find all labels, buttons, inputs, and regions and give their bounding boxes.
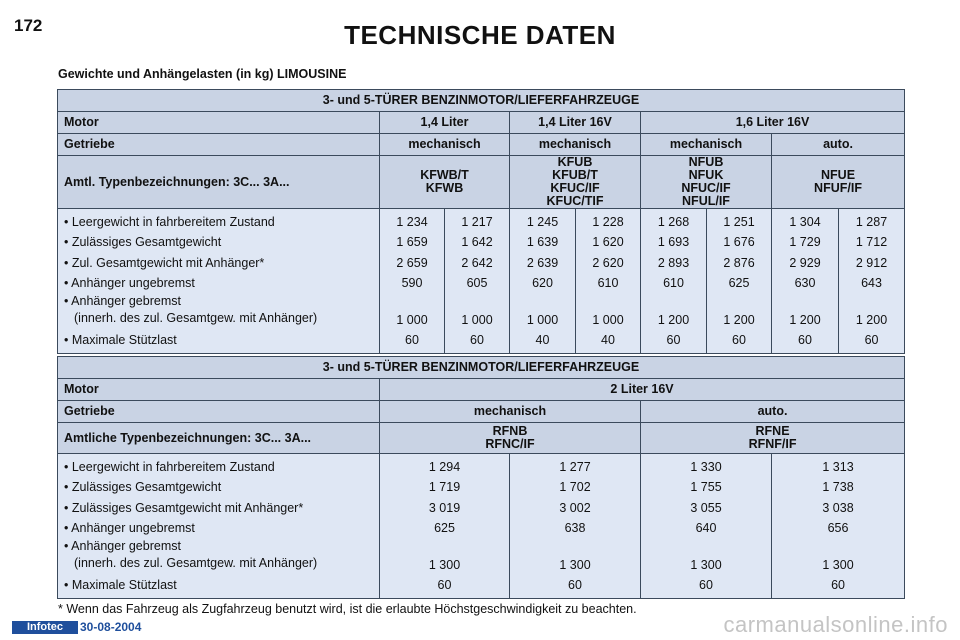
value-cell: 2 620	[592, 255, 624, 270]
value-cell: 1 000	[461, 313, 493, 328]
value-cell: 2 659	[396, 255, 428, 270]
typen-line: NFUL/IF	[682, 194, 730, 208]
row-label-text: • Zulässiges Gesamtgewicht	[64, 480, 222, 495]
value-cell: 1 245	[526, 215, 559, 229]
row-label-text: • Leergewicht in fahrbereitem Zustand	[64, 215, 275, 229]
motor-cell: 1,4 Liter 16V	[510, 112, 641, 134]
row-label-text: • Zulässiges Gesamtgewicht	[64, 235, 222, 250]
section-subtitle: Gewichte und Anhängelasten (in kg) LIMOUSINE	[58, 67, 347, 81]
weights-table-2	[57, 356, 905, 599]
value-cell: 1 300	[822, 558, 854, 573]
row-label	[64, 273, 379, 293]
row-label	[64, 518, 379, 538]
value-column	[510, 454, 641, 599]
value-cell: 640	[695, 520, 717, 535]
row-label	[64, 498, 379, 518]
row-label	[64, 253, 379, 273]
value-cell: 60	[666, 333, 681, 348]
typen-line: RFNF/IF	[748, 437, 797, 451]
typen-line: KFUC/TIF	[546, 194, 604, 208]
row-label-text: • Maximale Stützlast	[64, 333, 177, 348]
value-cell: 1 300	[559, 558, 591, 573]
value-column	[772, 454, 905, 599]
typen-line: KFUC/IF	[550, 181, 600, 195]
table-1-band: 3- und 5-TÜRER BENZINMOTOR/LIEFERFAHRZEUGE	[58, 90, 905, 112]
value-cell: 1 234	[396, 215, 428, 229]
value-column	[839, 209, 905, 354]
value-cell: 1 200	[657, 313, 690, 328]
value-column	[380, 209, 445, 354]
row-label	[64, 212, 379, 232]
row-label	[64, 232, 379, 252]
typen-line: NFUE	[821, 168, 856, 182]
typen-cell	[510, 156, 641, 209]
row-label-text: • Anhänger gebremst	[64, 539, 181, 554]
getriebe-cell: mechanisch	[380, 134, 510, 156]
value-cell: 60	[699, 578, 713, 593]
value-cell: 1 268	[657, 215, 690, 229]
value-cell: 1 676	[723, 235, 755, 250]
value-cell: 1 200	[789, 313, 821, 328]
row-label	[64, 457, 379, 477]
row-label-text: • Maximale Stützlast	[64, 578, 177, 593]
value-cell: 1 693	[657, 235, 690, 250]
getriebe-cell: mechanisch	[380, 401, 641, 423]
infotec-logo: Infotec	[12, 621, 78, 634]
page-number: 172	[14, 16, 43, 35]
getriebe-cell: auto.	[641, 401, 905, 423]
value-cell: 1 620	[592, 235, 624, 250]
typen-cell	[641, 156, 772, 209]
value-cell: 1 000	[592, 313, 624, 328]
value-cell: 2 929	[789, 255, 821, 270]
value-cell: 60	[437, 578, 452, 593]
value-cell: 625	[728, 275, 750, 290]
value-cell: 60	[405, 333, 419, 348]
value-cell: 643	[861, 275, 882, 290]
row-label	[64, 575, 379, 595]
value-column	[772, 209, 839, 354]
typen-line: RFNE	[755, 424, 790, 438]
typen-line: NFUF/IF	[814, 181, 862, 195]
motor-cell: 2 Liter 16V	[380, 379, 905, 401]
value-column	[380, 454, 510, 599]
table-2-band: 3- und 5-TÜRER BENZINMOTOR/LIEFERFAHRZEUGE	[58, 357, 905, 379]
typen-label: Amtliche Typenbezeichnungen: 3C... 3A...	[58, 423, 380, 454]
typen-cell	[380, 423, 641, 454]
motor-label: Motor	[58, 112, 380, 134]
page-title: TECHNISCHE DATEN	[344, 20, 616, 50]
typen-cell	[380, 156, 510, 209]
typen-line: RFNC/IF	[485, 437, 535, 451]
getriebe-label: Getriebe	[58, 134, 380, 156]
value-cell: 3 002	[559, 500, 591, 515]
getriebe-label: Getriebe	[58, 401, 380, 423]
row-label	[64, 477, 379, 497]
typen-line: KFUB	[557, 155, 593, 169]
value-cell: 3 019	[428, 500, 461, 515]
value-cell: 2 639	[526, 255, 559, 270]
value-column	[707, 209, 772, 354]
row-sublabel-text: (innerh. des zul. Gesamtgew. mit Anhänger)	[74, 311, 318, 326]
value-cell: 620	[532, 275, 553, 290]
value-cell: 1 755	[690, 480, 722, 495]
value-cell: 1 000	[526, 313, 559, 328]
getriebe-cell: mechanisch	[641, 134, 772, 156]
value-cell: 2 642	[461, 255, 493, 270]
row-sublabel-text: (innerh. des zul. Gesamtgew. mit Anhänger)	[74, 556, 318, 571]
value-column	[641, 454, 772, 599]
row-labels-column	[58, 454, 380, 599]
value-cell: 1 642	[461, 235, 493, 250]
value-cell: 1 300	[428, 558, 461, 573]
value-cell: 60	[568, 578, 582, 593]
value-cell: 2 876	[723, 255, 755, 270]
value-column	[445, 209, 510, 354]
value-column	[576, 209, 641, 354]
value-cell: 625	[434, 520, 455, 535]
value-cell: 3 055	[690, 500, 722, 515]
value-cell: 40	[601, 333, 615, 348]
value-cell: 1 330	[690, 460, 722, 474]
value-cell: 2 912	[855, 255, 888, 270]
footnote: * Wenn das Fahrzeug als Zugfahrzeug benutzt wird, ist die erlaubte Höchstgeschwindigkeit zu beachten.	[58, 602, 637, 616]
value-cell: 610	[663, 275, 684, 290]
row-label-text: • Zul. Gesamtgewicht mit Anhänger*	[64, 255, 265, 270]
value-cell: 638	[564, 520, 586, 535]
typen-line: RFNB	[492, 424, 528, 438]
motor-label: Motor	[58, 379, 380, 401]
row-label-text: • Zulässiges Gesamtgewicht mit Anhänger*	[64, 500, 304, 515]
typen-cell	[772, 156, 905, 209]
value-cell: 1 294	[428, 460, 461, 474]
value-cell: 656	[827, 520, 849, 535]
value-cell: 1 702	[559, 480, 591, 495]
value-cell: 60	[798, 333, 812, 348]
value-cell: 1 729	[789, 235, 821, 250]
typen-label: Amtl. Typenbezeichnungen: 3C... 3A...	[58, 156, 380, 209]
row-label-text: • Leergewicht in fahrbereitem Zustand	[64, 460, 275, 474]
value-cell: 1 304	[789, 215, 821, 229]
value-cell: 1 712	[855, 235, 888, 250]
value-cell: 1 200	[855, 313, 888, 328]
motor-cell: 1,6 Liter 16V	[641, 112, 905, 134]
value-cell: 60	[864, 333, 879, 348]
value-cell: 40	[535, 333, 550, 348]
value-cell: 1 639	[526, 235, 559, 250]
typen-cell	[641, 423, 905, 454]
row-label	[64, 538, 379, 575]
getriebe-cell: mechanisch	[510, 134, 641, 156]
typen-line: NFUB	[688, 155, 724, 169]
row-label-text: • Anhänger gebremst	[64, 294, 181, 309]
row-label	[64, 293, 379, 330]
value-cell: 1 719	[428, 480, 461, 495]
row-labels-column	[58, 209, 380, 354]
print-date: 30-08-2004	[80, 620, 142, 634]
typen-line: KFWB	[425, 181, 464, 195]
value-cell: 1 659	[396, 235, 428, 250]
watermark: carmanualsonline.info	[723, 612, 948, 637]
weights-table-1	[57, 89, 905, 354]
value-cell: 1 200	[723, 313, 755, 328]
motor-cell: 1,4 Liter	[380, 112, 510, 134]
getriebe-cell: auto.	[772, 134, 905, 156]
value-cell: 1 300	[690, 558, 722, 573]
row-label-text: • Anhänger ungebremst	[64, 520, 195, 535]
value-column	[510, 209, 576, 354]
value-cell: 1 738	[822, 480, 854, 495]
value-cell: 590	[401, 275, 423, 290]
value-cell: 1 000	[396, 313, 428, 328]
row-label	[64, 330, 379, 350]
value-cell: 1 251	[723, 215, 755, 229]
value-cell: 1 287	[855, 215, 888, 229]
value-cell: 1 313	[822, 460, 854, 474]
typen-line: KFUB/T	[552, 168, 598, 182]
typen-line: KFWB/T	[420, 168, 469, 182]
value-cell: 60	[831, 578, 845, 593]
value-cell: 60	[732, 333, 746, 348]
value-cell: 1 277	[559, 460, 591, 474]
value-cell: 605	[466, 275, 488, 290]
value-cell: 3 038	[822, 500, 854, 515]
value-column	[641, 209, 707, 354]
value-cell: 630	[794, 275, 816, 290]
value-cell: 60	[470, 333, 484, 348]
value-cell: 610	[597, 275, 619, 290]
typen-line: NFUC/IF	[681, 181, 731, 195]
value-cell: 1 217	[461, 215, 493, 229]
value-cell: 1 228	[592, 215, 624, 229]
typen-line: NFUK	[688, 168, 724, 182]
value-cell: 2 893	[657, 255, 690, 270]
row-label-text: • Anhänger ungebremst	[64, 275, 195, 290]
